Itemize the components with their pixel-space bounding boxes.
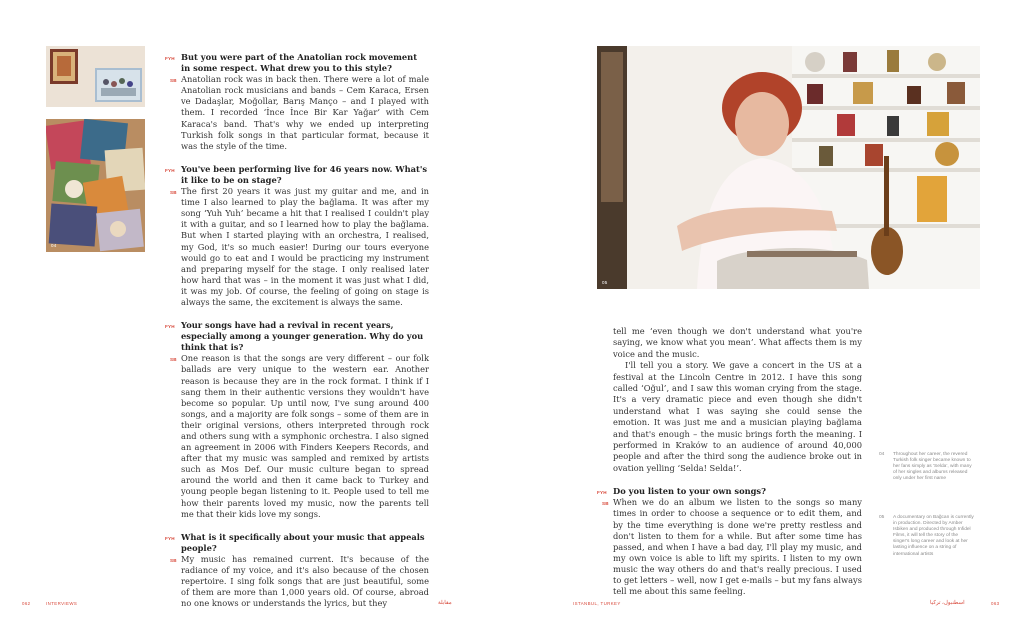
interviewer-tag: FYH <box>165 324 175 330</box>
answer-paragraph: I'll tell you a story. We gave a concert in the US at a festival at the Lincoln Centre in 2012. I have this song called ‘Oğul’, and I saw this woman crying from the stage. It's a very dramatic piece and even though she didn't understand what I was saying she could sense the emotion. It was just me and a musician playing bağlama and that's enough – the music brings forth the meaning. I performed in Kraków to an audience of around 40,000 people and after the third song the audience broke out in ovation yelling ‘Selda! Selda!’. <box>613 360 862 473</box>
left-interview-column <box>165 52 429 609</box>
question-text: But you were part of the Anatolian rock movement in some respect. What drew you to this style? <box>181 52 418 74</box>
footer-section-left: INTERVIEWS <box>46 601 78 606</box>
answer-block <box>165 353 429 519</box>
question-block <box>597 486 862 497</box>
footnote-text: A documentary on Bağcan is currently in production. Directed by Amber Isbiken and produced through Infidel Films, it will tell the story of the singer's long career and look at her lasting influence on a string of international artists <box>893 515 974 557</box>
interviewee-tag: SB <box>602 501 609 507</box>
footer-page-number-left: 062 <box>22 601 31 606</box>
footer-page-number-right: 063 <box>991 601 1000 606</box>
footnote-04 <box>879 452 975 482</box>
interviewee-tag: SB <box>170 78 177 84</box>
interviewer-tag: FYH <box>165 56 175 61</box>
footnote-05 <box>879 515 975 558</box>
question-text: You've been performing live for 46 years now. What's it like to be on stage? <box>181 163 428 185</box>
footnote-text: Throughout her career, the revered Turkish folk singer became known to her fans simply as ‘Selda’, with many of her singles and albums released only under her first name <box>893 452 972 482</box>
question-text: Do you listen to your own songs? <box>613 486 766 497</box>
question-text: Your songs have had a revival in recent years, especially among a younger generation. Why do you think that is? <box>181 320 424 353</box>
interviewer-tag: FYH <box>165 535 175 541</box>
answer-block <box>165 554 429 609</box>
answer-block <box>597 497 862 597</box>
interviewee-tag: SB <box>170 190 177 196</box>
interviewee-tag: SB <box>170 357 177 363</box>
question-block <box>165 532 429 554</box>
interviewer-tag: FYH <box>165 167 175 173</box>
right-interview-column <box>597 326 862 597</box>
answer-block <box>165 74 429 152</box>
answer-text: Anatolian rock was in back then. There were a lot of male Anatolian rock musicians and bands – Cem Karaca, Ersen ve Dadaşlar, Moğollar, Barış Manço – and I played with them. I recorded ‘İnce İnce Bir Kar Yağar’ with Cem Karaca's band. That's why we ended up interpreting Turkish folk songs in that particular format, because it was the style of the time. <box>181 74 429 151</box>
answer-text: When we do an album we listen to the songs so many times in order to choose a sequence or to edit them, and by the time everything is done we're pretty restless and don't listen to them for a while. But after some time has passed, and when I have a bad day, I'll play my music, and my own voice is able to lift my spirits. I listen to my own music the way others do and that's really precious. I used to get letters – well, now I get e-mails – but my fans always tell me about this same feeling. <box>613 497 862 597</box>
answer-text: One reason is that the songs are very different – our folk ballads are very unique to the western ear. Another reason is because they are in the rock format. I think if I sang them in their authentic versions they wouldn't have become so popular. Up until now, I've sung around 400 songs, and a majority are folk songs – some of them are in their original versions, others interpreted through rock and others sung with a symphonic orchestra. I also signed an agreement in 2006 with Finders Keepers Records, and after that my music was sampled and remixed by artists such as Mos Def. Our music culture began to spread around the world and then it came back to Turkey and young people began listening to it. People used to tell me how their parents loved my music, now the parents tell me that their kids love my songs. <box>181 353 429 519</box>
interviewer-tag: FYH <box>597 490 607 496</box>
question-block <box>165 52 429 74</box>
footer-section-right: ISTANBUL, TURKEY <box>573 601 621 606</box>
photo-record-covers <box>46 119 145 252</box>
footnote-number: 05 <box>879 515 885 520</box>
question-block <box>165 320 429 353</box>
photo-wall-frames <box>46 46 145 107</box>
footnote-number: 04 <box>879 452 885 457</box>
answer-continued: tell me ‘even though we don't understand what you're saying, we know what you mean’. What affects them is my voice and the music. <box>613 326 862 359</box>
answer-text: The first 20 years it was just my guitar and me, and in time I also learned to play the bağlama. It was after my song ‘Yuh Yuh’ became a hit that I realised I couldn't play it with a guitar, and so I learned how to play the bağlama. But when I started playing with an orchestra, I realised, my God, it's so much easier! During our tours everyone would go to eat and I would be practicing my instrument and preparing myself for the stage. I only realised later how hard that was – in the moment it was just what I did, it was my job. Of course, the feeling of going on stage is always the same, the excitement is always the same. <box>181 186 429 307</box>
footer-arabic-right: اسطنبول، تركيا <box>930 600 965 606</box>
question-text: What is it specifically about your music that appeals people? <box>181 531 425 553</box>
interviewee-tag: SB <box>170 557 177 563</box>
question-block <box>165 164 429 186</box>
footer-arabic-left: مقابلة <box>438 600 452 606</box>
photo-caption-number: 05 <box>602 280 608 285</box>
answer-text: My music has remained current. It's because of the radiance of my voice, and it's also because of the chosen repertoire. I sing folk songs that are just beautiful, some of them are more than 1,000 years old. Of course, abroad no one knows or understands the lyrics, but they <box>181 553 429 609</box>
photo-portrait-singer <box>597 46 980 289</box>
answer-block <box>165 186 429 308</box>
photo-caption-number: 04 <box>51 243 57 248</box>
